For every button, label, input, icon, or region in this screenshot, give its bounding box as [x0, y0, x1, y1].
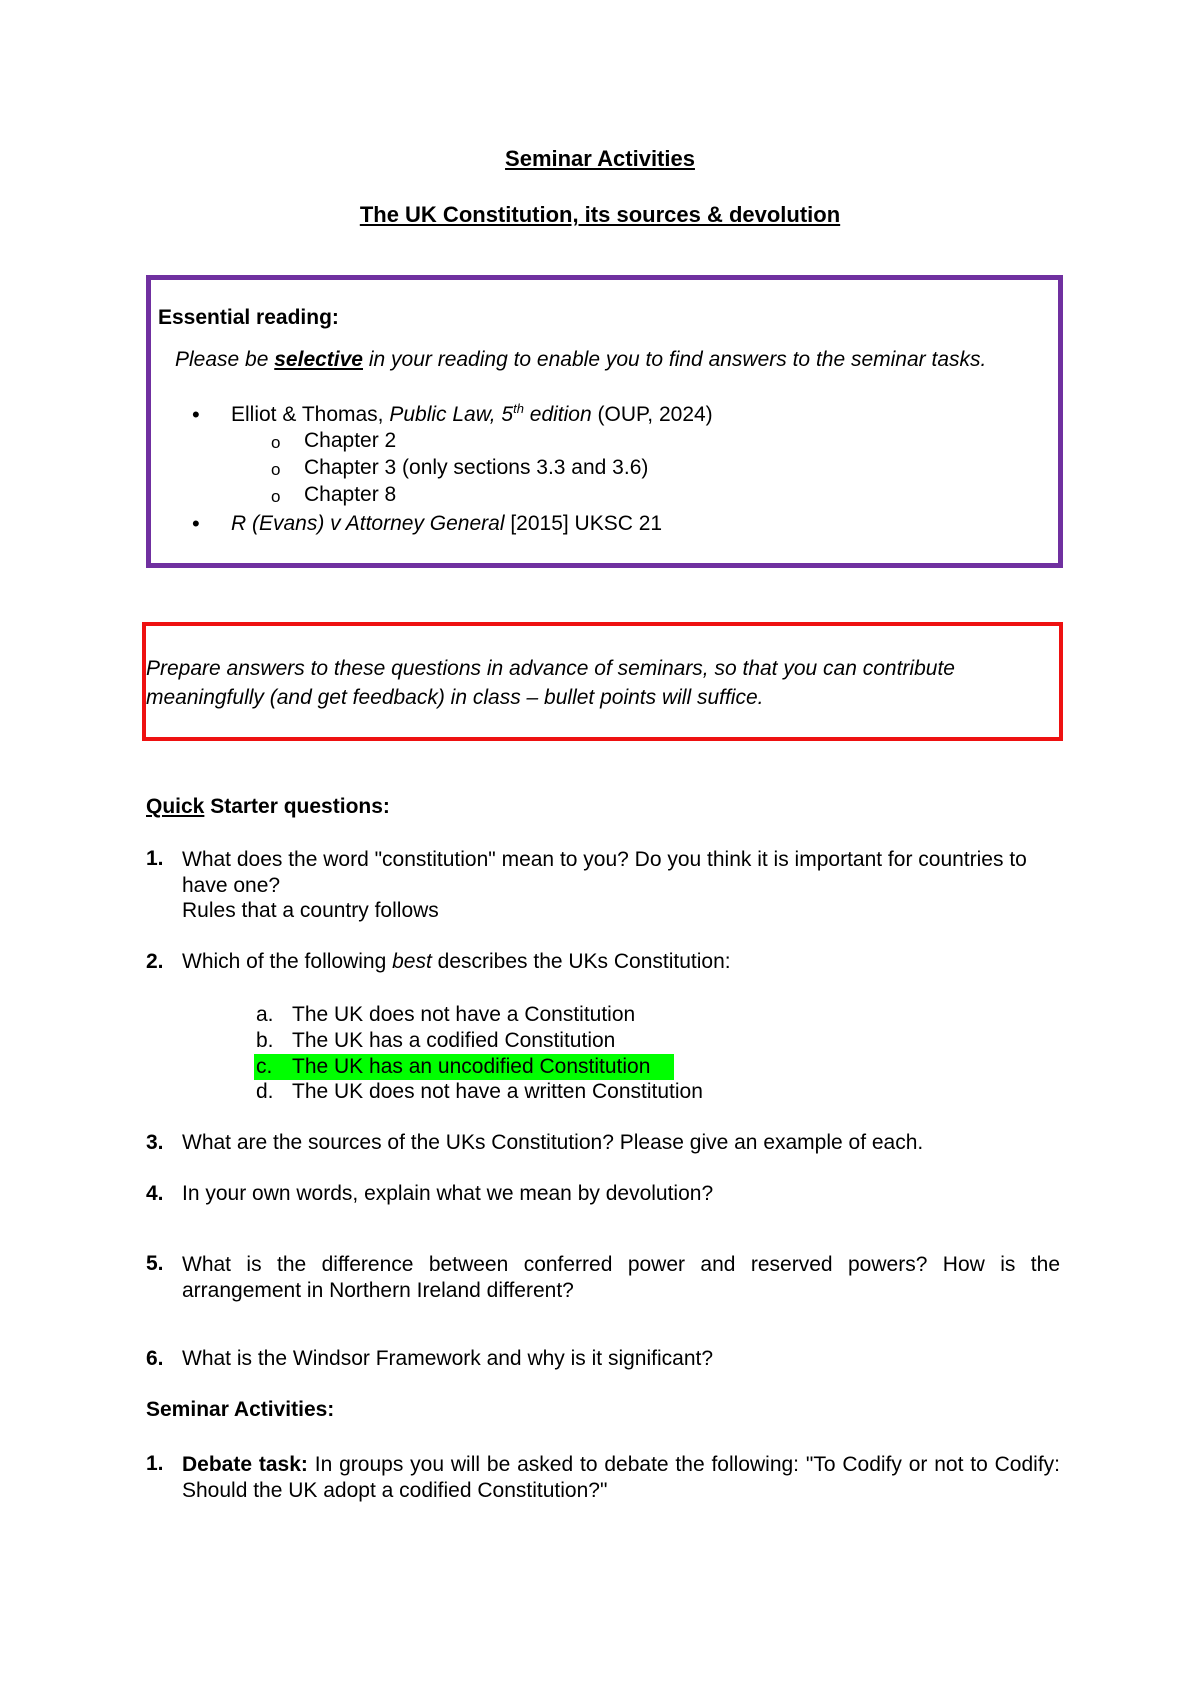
question-number: 5. — [146, 1252, 164, 1275]
question-number: 2. — [146, 950, 164, 973]
sub-bullet-icon: o — [271, 460, 281, 479]
question-text: In your own words, explain what we mean by devolution? — [182, 1182, 714, 1205]
chapter-item: Chapter 8 — [304, 483, 397, 506]
option-letter: b. — [256, 1029, 274, 1052]
essential-reading-intro: Please be selective in your reading to enable you to find answers to the seminar tasks. — [175, 348, 987, 371]
option-text: The UK has a codified Constitution — [292, 1029, 616, 1052]
question-text: What are the sources of the UKs Constitution? Please give an example of each. — [182, 1131, 924, 1154]
prepare-text: Prepare answers to these questions in advance of seminars, so that you can contribute meaningfully (and get feedback) in class – bullet points will suffice. — [146, 657, 955, 709]
book-reference: Elliot & Thomas, Public Law, 5th edition (OUP, 2024) — [231, 401, 713, 426]
sub-bullet-icon: o — [271, 433, 281, 452]
question-number: 3. — [146, 1131, 164, 1154]
bullet-icon: • — [192, 402, 200, 427]
page-title: Seminar Activities — [505, 146, 695, 171]
activity-number: 1. — [146, 1452, 164, 1475]
option-text: The UK does not have a written Constitution — [292, 1080, 703, 1103]
sub-bullet-icon: o — [271, 487, 281, 506]
question-number: 4. — [146, 1182, 164, 1205]
case-reference: R (Evans) v Attorney General [2015] UKSC 21 — [231, 512, 663, 535]
activity-label: Debate task: — [182, 1453, 308, 1476]
activity-text: Debate task: In groups you will be asked to debate the following: "To Codify or not to Codify: Should the UK adopt a codified Constitution?" — [182, 1453, 1060, 1502]
answer-text: Rules that a country follows — [182, 899, 439, 922]
question-text: Which of the following best describes the UKs Constitution: — [182, 950, 731, 973]
option-text-selected: The UK has an uncodified Constitution — [292, 1055, 651, 1078]
question-text: What does the word "constitution" mean to you? Do you think it is important for countries to have one? — [182, 848, 1027, 897]
essential-reading-heading: Essential reading: — [158, 306, 339, 329]
option-letter: c. — [256, 1055, 273, 1078]
chapter-item: Chapter 3 (only sections 3.3 and 3.6) — [304, 456, 649, 479]
question-text: What is the difference between conferred power and reserved powers? How is the arrangement in Northern Ireland different? — [182, 1253, 1060, 1302]
option-letter: d. — [256, 1080, 274, 1103]
question-number: 6. — [146, 1347, 164, 1370]
page-subtitle: The UK Constitution, its sources & devolution — [359, 202, 841, 227]
question-text: What is the Windsor Framework and why is it significant? — [182, 1347, 714, 1370]
chapter-item: Chapter 2 — [304, 429, 397, 452]
question-number: 1. — [146, 847, 164, 870]
option-text: The UK does not have a Constitution — [292, 1003, 636, 1026]
option-letter: a. — [256, 1003, 274, 1026]
bullet-icon: • — [192, 511, 200, 536]
quick-starter-heading: Quick Starter questions: — [146, 795, 390, 818]
selective-emphasis: selective — [274, 348, 363, 371]
seminar-activities-heading: Seminar Activities: — [146, 1398, 335, 1421]
